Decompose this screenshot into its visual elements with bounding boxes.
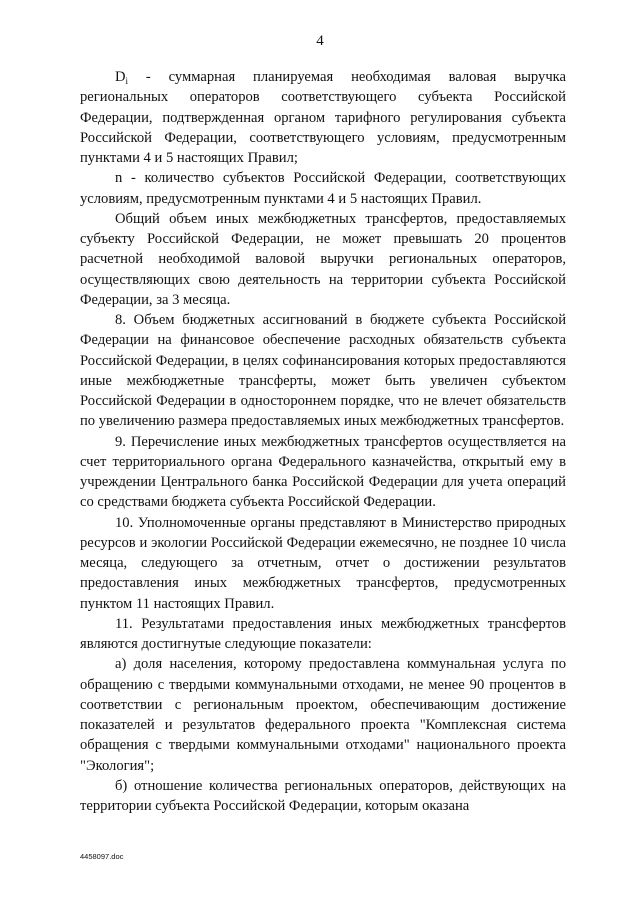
paragraph-general-volume: Общий объем иных межбюджетных трансфертов, предоставляемых субъекту Российской Федерации, не может превышать 20 процентов расчетной необходимой валовой выручки региональных операторов, осуществляющих свою деятельность на территории субъекта Российской Федерации, за 3 месяца. (80, 210, 566, 308)
definition-d-text: - суммарная планируемая необходимая валовая выручка региональных операторов соответствующего субъекта Российской Федерации, подтвержденная органом тарифного регулирования субъекта Российской Федерации, соответствующего условиям, предусмотренным пунктами 4 и 5 настоящих Правил; (80, 69, 566, 166)
paragraph-item-11-a: а) доля населения, которому предоставлена коммунальная услуга по обращению с твердыми коммунальными отходами, не менее 90 процентов в соответствии с региональным проектом, обеспечивающим достижение показателей и результатов федерального проекта "Комплексная система обращения с твердыми коммунальными отходами" национального проекта "Экология"; (80, 656, 566, 774)
footer-document-code: 4458097.doc (80, 852, 124, 861)
document-body (80, 67, 566, 816)
paragraph-item-10: 10. Уполномоченные органы представляют в Министерство природных ресурсов и экологии Российской Федерации ежемесячно, не позднее 10 числа месяца, следующего за отчетным, отчет о достижении результатов предоставления иных межбюджетных трансфертов, предусмотренных пунктом 11 настоящих Правил. (80, 514, 566, 612)
paragraph-item-9: 9. Перечисление иных межбюджетных трансфертов осуществляется на счет территориального органа Федерального казначейства, открытый ему в учреждении Центрального банка Российской Федерации для учета операций со средствами бюджета субъекта Российской Федерации. (80, 433, 566, 511)
paragraph-item-8: 8. Объем бюджетных ассигнований в бюджете субъекта Российской Федерации на финансовое обеспечение расходных обязательств субъекта Российской Федерации, в целях софинансирования которых предоставляются иные межбюджетные трансферты, может быть увеличен субъектом Российской Федерации в одностороннем порядке, что не влечет обязательств по увеличению размера предоставляемых иных межбюджетных трансфертов. (80, 312, 566, 430)
paragraph-item-11: 11. Результатами предоставления иных межбюджетных трансфертов являются достигнутые следующие показатели: (80, 615, 566, 652)
paragraph-definition-d (80, 67, 566, 168)
paragraph-definition-n: n - количество субъектов Российской Федерации, соответствующих условиям, предусмотренным пунктами 4 и 5 настоящих Правил. (80, 170, 566, 207)
page-number: 4 (316, 33, 324, 49)
variable-d-subscript: i (125, 76, 129, 86)
paragraph-item-11-b: б) отношение количества региональных операторов, действующих на территории субъекта Российской Федерации, которым оказана (80, 777, 566, 814)
variable-d-symbol: D (115, 69, 126, 85)
